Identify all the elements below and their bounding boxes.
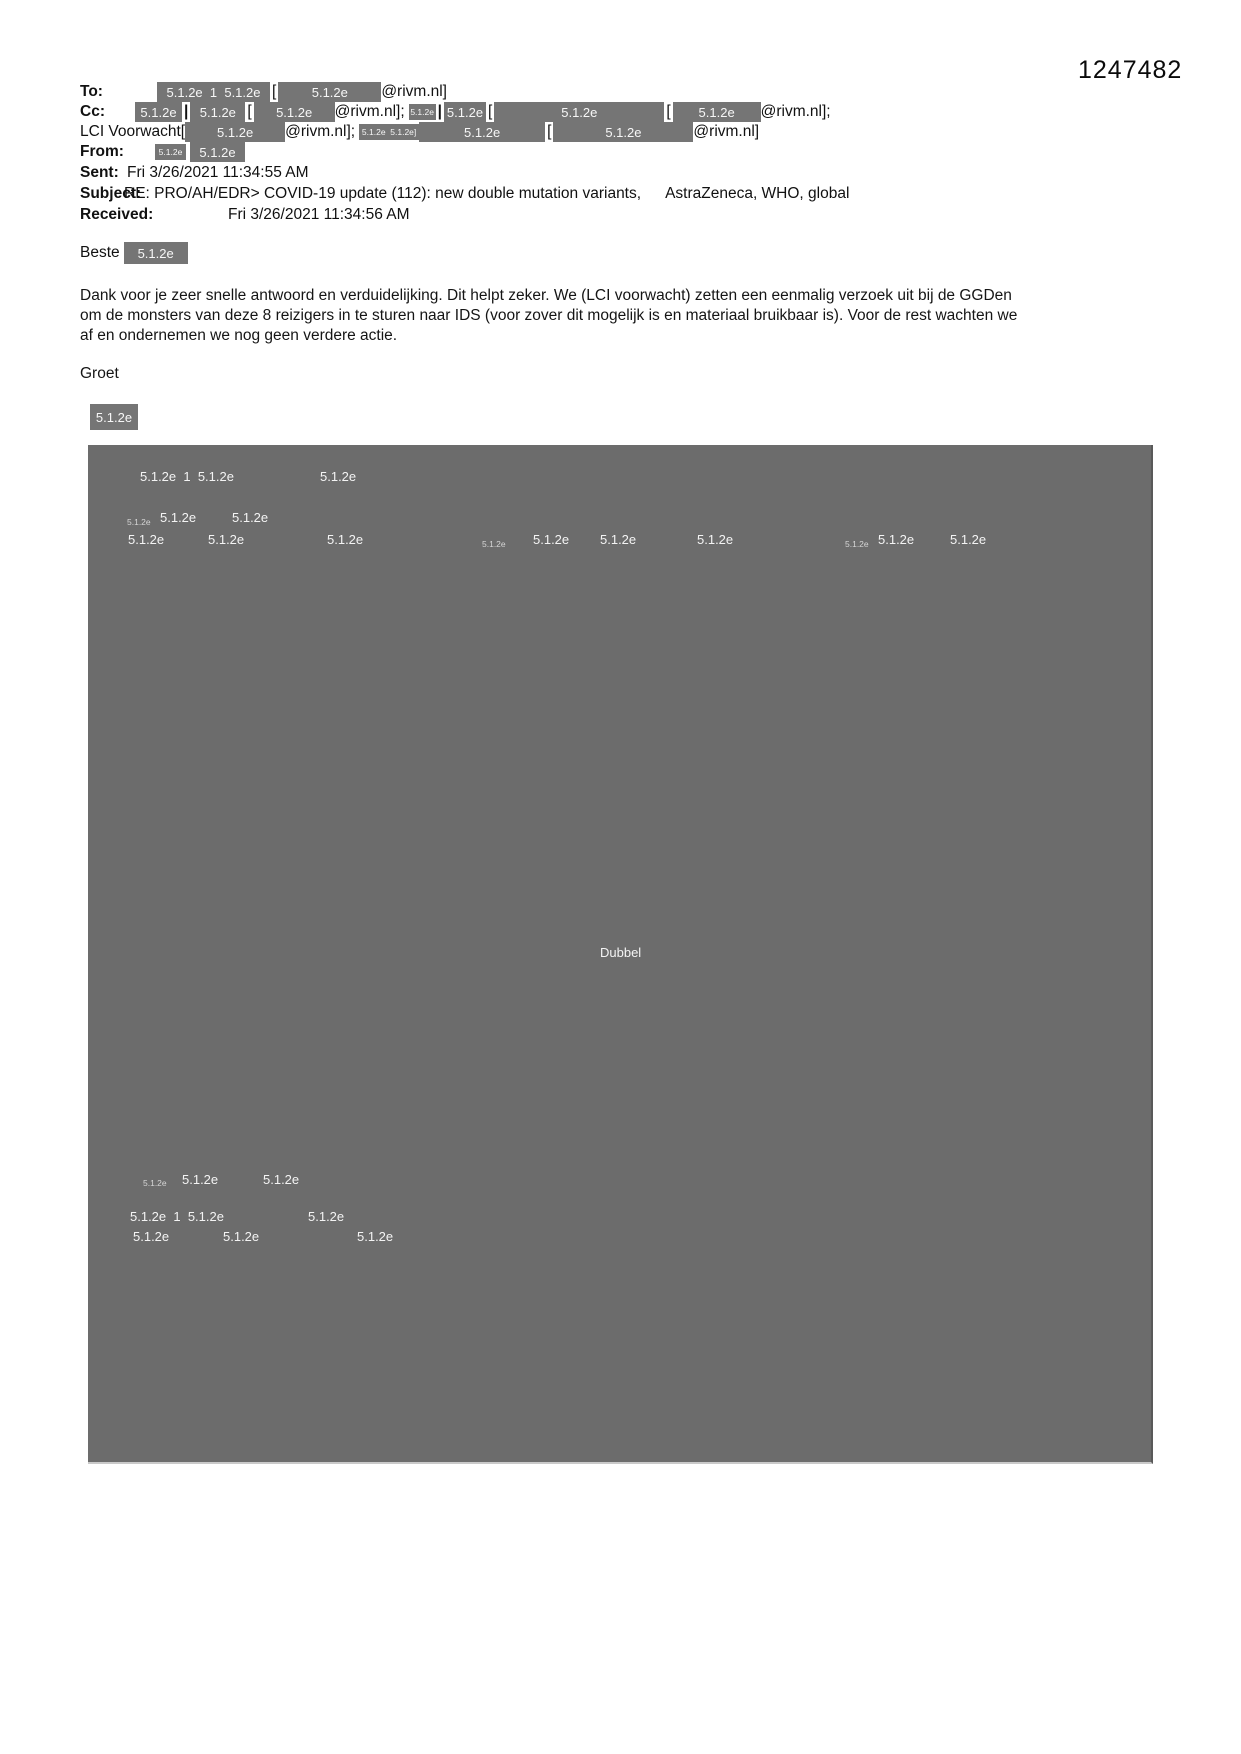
closing-text: Groet (80, 365, 119, 382)
domain-text: @rivm.nl] (693, 123, 760, 140)
bracket: [ (666, 103, 671, 120)
redaction-box: 5.1.2e 1 5.1.2e (157, 82, 270, 102)
domain-text: @rivm.nl] (381, 83, 447, 100)
redaction-label: 5.1.2e (327, 532, 364, 547)
redaction-label: 5.1.2e (697, 532, 734, 547)
redaction-label: 5.1.2e (160, 510, 197, 525)
bracket: [ (547, 123, 552, 140)
from-label: From: (80, 143, 124, 160)
cc-label: Cc: (80, 103, 105, 120)
redaction-box-small: 5.1.2e 5.1.2e] (359, 124, 419, 140)
greeting-row (80, 242, 188, 264)
redaction-label: 5.1.2e (533, 532, 570, 547)
redaction-label: 5.1.2e (128, 532, 165, 547)
subject-label: Subject: (80, 185, 142, 202)
redaction-box-small: 5.1.2e (155, 144, 186, 160)
lci-voorwacht-text: LCI Voorwacht[ (80, 123, 186, 140)
redaction-label-small: 5.1.2e (482, 539, 506, 549)
redaction-label: 5.1.2e (600, 532, 637, 547)
redaction-box: 5.1.2e (444, 102, 486, 122)
redaction-label-small: 5.1.2e (143, 1178, 167, 1188)
redaction-label: 5.1.2e (182, 1172, 219, 1187)
redaction-label-small: 5.1.2e (127, 517, 151, 527)
domain-text: @rivm.nl]; (334, 103, 405, 120)
received-value: Fri 3/26/2021 11:34:56 AM (228, 206, 410, 223)
redaction-box-signature: 5.1.2e (90, 404, 138, 430)
redaction-box: 5.1.2e (494, 102, 664, 122)
redaction-label: 5.1.2e (232, 510, 269, 525)
body-line: om de monsters van deze 8 reizigers in te sturen naar IDS (voor zover dit mogelijk is en materiaal bruikbaar is). Voor de rest wachten we (80, 307, 1018, 324)
redaction-label: 5.1.2e (950, 532, 987, 547)
redacted-content-block (88, 445, 1153, 1464)
header-row-cc-continued (80, 122, 759, 142)
redaction-label: 5.1.2e (878, 532, 915, 547)
sent-label: Sent: (80, 164, 119, 181)
received-label: Received: (80, 206, 154, 223)
document-number: 1247482 (1078, 56, 1183, 84)
header-row-cc (80, 102, 831, 122)
body-line: Dank voor je zeer snelle antwoord en verduidelijking. Dit helpt zeker. We (LCI voorwacht) zetten een eenmalig verzoek uit bij de GGDen (80, 287, 1012, 304)
redaction-label-small: 5.1.2e (845, 539, 869, 549)
redaction-box-small: 5.1.2e (409, 104, 436, 120)
bracket: [ (488, 103, 493, 120)
subject-value-part1: RE: PRO/AH/EDR> COVID-19 update (112): new double mutation variants, (124, 185, 642, 202)
redaction-label: 5.1.2e (133, 1229, 170, 1244)
redaction-label: 5.1.2e (223, 1229, 260, 1244)
subject-value-part2: AstraZeneca, WHO, global (665, 185, 850, 202)
redaction-box: 5.1.2e (419, 122, 545, 142)
to-label: To: (80, 83, 103, 100)
redaction-label: 5.1.2e 1 5.1.2e (130, 1209, 224, 1224)
body-line: af en ondernemen we nog geen verdere actie. (80, 327, 398, 344)
redaction-label: 5.1.2e (208, 532, 245, 547)
redaction-label: 5.1.2e (263, 1172, 300, 1187)
redaction-label: 5.1.2e (308, 1209, 345, 1224)
dubbel-label: Dubbel (600, 945, 642, 960)
separator: | (184, 103, 189, 120)
domain-text: @rivm.nl]; (760, 103, 831, 120)
redaction-box: 5.1.2e (185, 122, 285, 142)
redaction-box: 5.1.2e (254, 102, 335, 122)
header-row-from (80, 142, 245, 162)
redaction-box: 5.1.2e (124, 242, 188, 264)
header-row-subject (80, 184, 849, 204)
domain-text: @rivm.nl]; (285, 123, 356, 140)
bracket: [ (272, 83, 277, 100)
redaction-box: 5.1.2e (190, 102, 245, 122)
redaction-label: 5.1.2e (357, 1229, 394, 1244)
redaction-box: 5.1.2e (278, 82, 381, 102)
redaction-label: 5.1.2e (320, 469, 357, 484)
header-row-sent (80, 163, 309, 183)
redaction-box: 5.1.2e (553, 122, 693, 142)
greeting-text: Beste (80, 244, 120, 261)
redaction-label: 5.1.2e 1 5.1.2e (140, 469, 234, 484)
sent-value: Fri 3/26/2021 11:34:55 AM (127, 164, 309, 181)
redaction-box: 5.1.2e (135, 102, 182, 122)
redaction-box: 5.1.2e (190, 142, 245, 162)
separator: | (437, 103, 442, 120)
bracket: [ (247, 103, 252, 120)
header-row-to (80, 82, 447, 102)
header-row-received (80, 205, 410, 225)
redaction-box: 5.1.2e (673, 102, 761, 122)
